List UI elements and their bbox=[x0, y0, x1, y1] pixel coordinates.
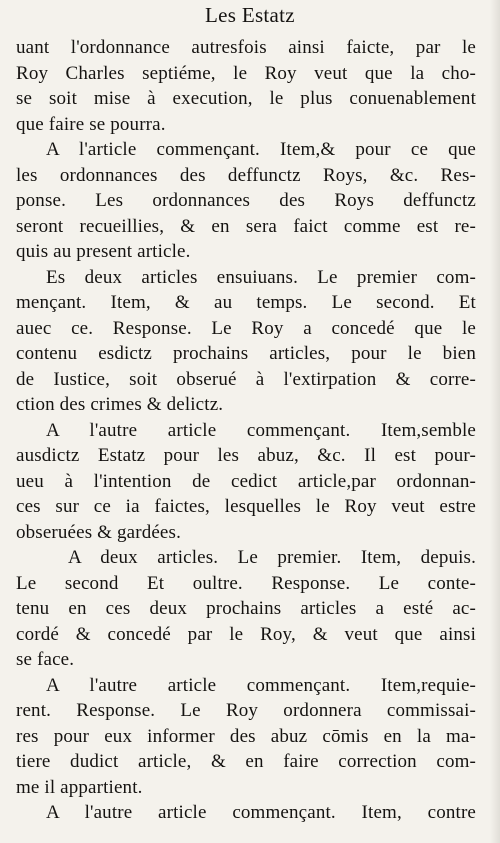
text-line: obseruées & gardées. bbox=[16, 521, 181, 543]
text-line: se face. bbox=[16, 649, 75, 670]
text-line: quis au present article. bbox=[16, 241, 191, 262]
text-line: A l'autre article commençant. Item,semble bbox=[46, 419, 476, 441]
text-line: Es deux articles ensuiuans. Le premier com- bbox=[46, 266, 476, 288]
text-line: uant l'ordonnance autresfois ainsi faicte, par le bbox=[16, 37, 476, 58]
text-line: mençant. Item, & au temps. Le second. Et bbox=[16, 292, 476, 313]
text-line: que faire se pourra. bbox=[16, 113, 166, 135]
text-line: res pour eux informer des abuz cōmis en la ma- bbox=[16, 725, 476, 747]
text-line: A l'autre article commençant. Item,requie- bbox=[46, 674, 476, 696]
page-edge-shadow bbox=[490, 0, 500, 843]
text-line: ausdictz Estatz pour les abuz, &c. Il est pour- bbox=[16, 445, 476, 466]
text-line: rent. Response. Le Roy ordonnera commissai- bbox=[16, 700, 476, 721]
text-line: ueu à l'intention de cedict article,par ordonnan- bbox=[16, 470, 476, 492]
text-line: tiere dudict article, & en faire correction com- bbox=[16, 751, 476, 772]
text-line: auec ce. Response. Le Roy a concedé que le bbox=[16, 317, 476, 339]
text-line: seront recueillies, & en sera faict comme est re- bbox=[16, 215, 476, 237]
text-line: de Iustice, soit obserué à l'extirpation & corre- bbox=[16, 368, 476, 390]
text-line: les ordonnances des deffunctz Roys, &c. Res- bbox=[16, 164, 476, 186]
text-line: cordé & concedé par le Roy, & veut que ainsi bbox=[16, 623, 476, 645]
text-line: Le second Et oultre. Response. Le conte- bbox=[16, 572, 476, 594]
text-line: A l'autre article commençant. Item, contre bbox=[46, 802, 476, 823]
text-line: ces sur ce ia faictes, lesquelles le Roy veut estre bbox=[16, 496, 476, 517]
text-line: tenu en ces deux prochains articles a esté ac- bbox=[16, 598, 476, 619]
text-line: A deux articles. Le premier. Item, depuis. bbox=[68, 547, 476, 568]
text-line: Roy Charles septiéme, le Roy veut que la cho- bbox=[16, 62, 476, 84]
text-line: me il appartient. bbox=[16, 776, 143, 798]
text-line: ponse. Les ordonnances des Roys deffunctz bbox=[16, 190, 476, 211]
text-line: contenu esdictz prochains articles, pour le bien bbox=[16, 343, 476, 364]
text-line: A l'article commençant. Item,& pour ce que bbox=[46, 139, 476, 160]
body-text bbox=[16, 35, 476, 826]
text-line: ction des crimes & delictz. bbox=[16, 394, 224, 415]
running-title: Les Estatz bbox=[205, 3, 295, 27]
text-line: se soit mise à execution, le plus conuenablement bbox=[16, 88, 476, 109]
